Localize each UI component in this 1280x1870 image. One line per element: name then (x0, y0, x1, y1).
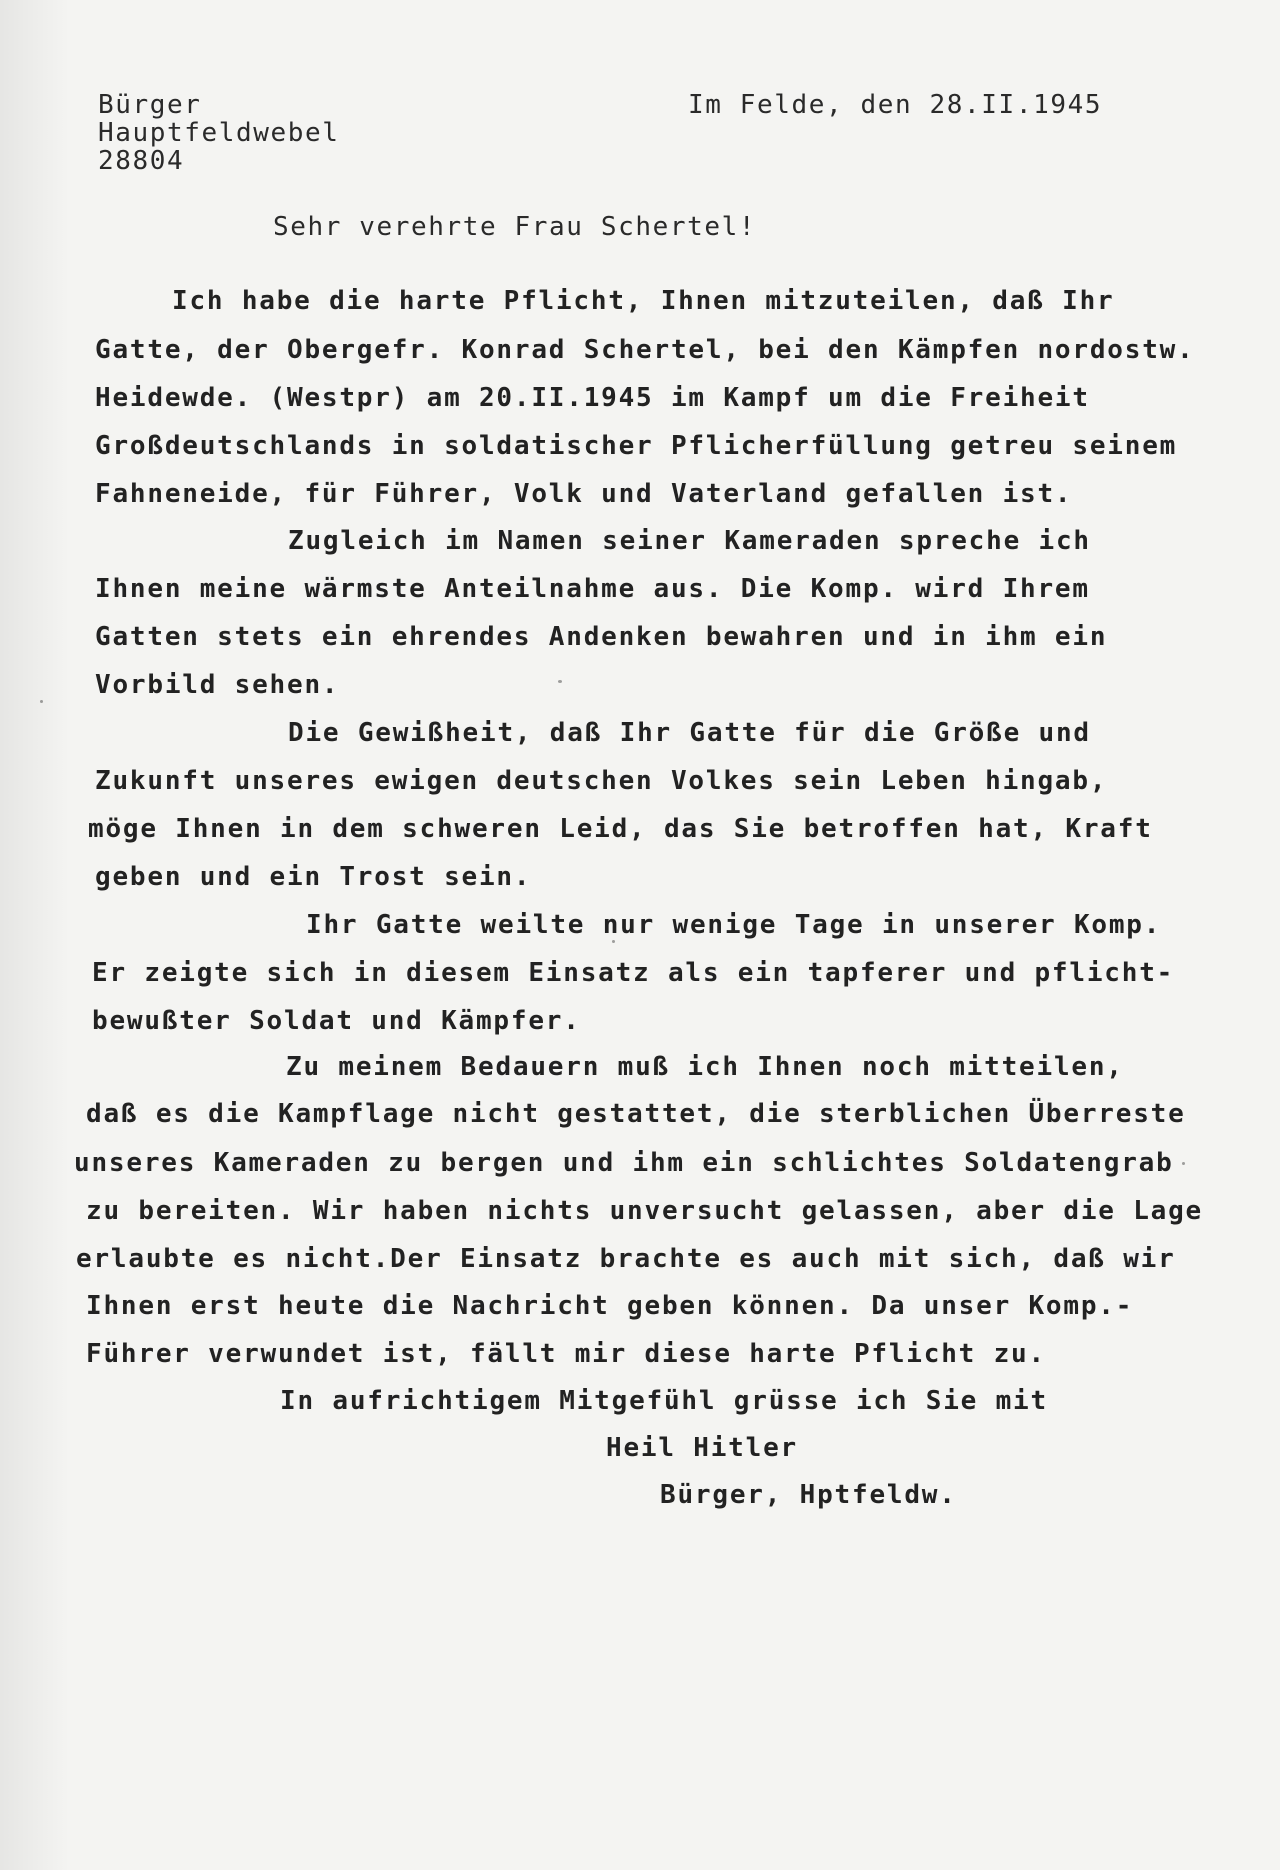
body-line: geben und ein Trost sein. (95, 862, 532, 892)
body-line: In aufrichtigem Mitgefühl grüsse ich Sie mit (280, 1386, 1048, 1416)
sender-rank: Hauptfeldwebel (98, 118, 340, 148)
body-line: möge Ihnen in dem schweren Leid, das Sie betroffen hat, Kraft (88, 814, 1153, 844)
body-line: Ihnen erst heute die Nachricht geben können. Da unser Komp.- (86, 1291, 1134, 1321)
body-line: Heidewde. (Westpr) am 20.II.1945 im Kampf um die Freiheit (95, 383, 1090, 413)
salutation: Sehr verehrte Frau Schertel! (273, 212, 757, 242)
body-line: Zu meinem Bedauern muß ich Ihnen noch mitteilen, (286, 1052, 1124, 1082)
body-line: daß es die Kampflage nicht gestattet, die sterblichen Überreste (86, 1099, 1186, 1129)
scan-speck (558, 680, 562, 683)
sender-number: 28804 (98, 146, 185, 176)
body-line: Ihr Gatte weilte nur wenige Tage in unserer Komp. (306, 910, 1162, 940)
body-line: Er zeigte sich in diesem Einsatz als ein tapferer und pflicht- (92, 958, 1175, 988)
body-line: Führer verwundet ist, fällt mir diese harte Pflicht zu. (86, 1339, 1046, 1369)
closing: Heil Hitler (606, 1433, 798, 1463)
body-line: erlaubte es nicht.Der Einsatz brachte es auch mit sich, daß wir (76, 1244, 1176, 1274)
body-line: zu bereiten. Wir haben nichts unversucht gelassen, aber die Lage (86, 1196, 1204, 1226)
body-line: unseres Kameraden zu bergen und ihm ein schlichtes Soldatengrab (74, 1148, 1174, 1178)
body-line: Die Gewißheit, daß Ihr Gatte für die Größe und (288, 718, 1091, 748)
body-line: bewußter Soldat und Kämpfer. (92, 1006, 581, 1036)
scan-speck (612, 940, 615, 943)
scan-shadow (0, 0, 70, 1870)
body-line: Ihnen meine wärmste Anteilnahme aus. Die Komp. wird Ihrem (95, 574, 1090, 604)
body-line: Gatte, der Obergefr. Konrad Schertel, bei den Kämpfen nordostw. (95, 335, 1195, 365)
body-line: Großdeutschlands in soldatischer Pflicherfüllung getreu seinem (95, 431, 1178, 461)
body-line: Fahneneide, für Führer, Volk und Vaterland gefallen ist. (95, 479, 1073, 509)
body-line: Ich habe die harte Pflicht, Ihnen mitzuteilen, daß Ihr (172, 286, 1115, 316)
sender-name: Bürger (98, 90, 202, 120)
scan-speck (1182, 1162, 1185, 1165)
body-line: Gatten stets ein ehrendes Andenken bewahren und in ihm ein (95, 622, 1108, 652)
body-line: Vorbild sehen. (95, 670, 340, 700)
place-date: Im Felde, den 28.II.1945 (688, 90, 1103, 120)
body-line: Zugleich im Namen seiner Kameraden spreche ich (288, 526, 1091, 556)
signature: Bürger, Hptfeldw. (660, 1480, 957, 1510)
scan-speck (40, 700, 43, 703)
body-line: Zukunft unseres ewigen deutschen Volkes sein Leben hingab, (95, 766, 1108, 796)
